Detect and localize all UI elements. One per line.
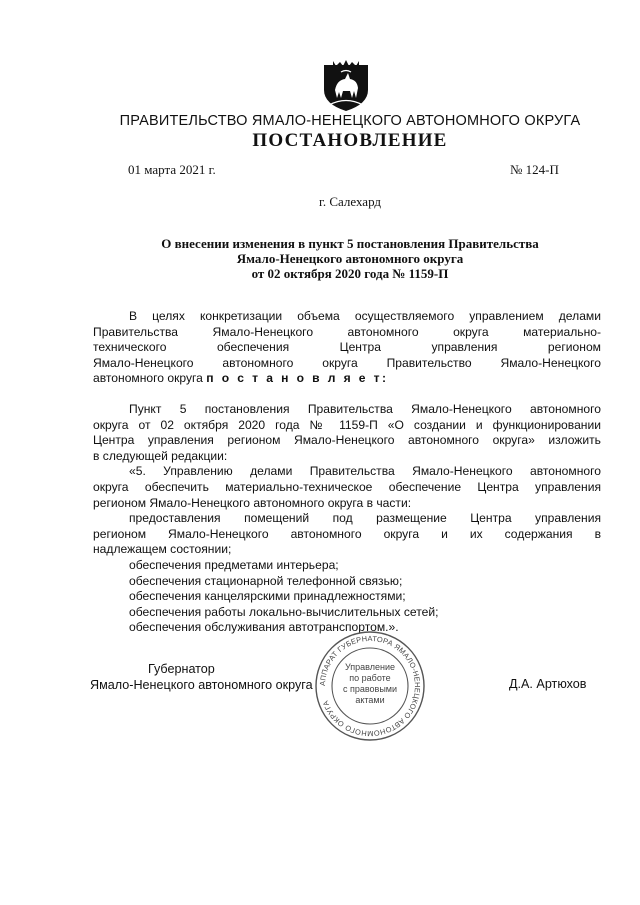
stamp-line: Управление <box>344 662 396 672</box>
title-line: Ямало-Ненецкого автономного округа <box>236 251 464 266</box>
text-fragment: автономного округа <box>93 371 207 386</box>
official-stamp <box>314 630 426 742</box>
stamp-line: с правовыми <box>342 684 398 694</box>
stamp-line: по работе <box>349 673 391 683</box>
text-line: регионом Ямало-Ненецкого автономного округа и их содержания в <box>93 526 601 541</box>
resolution-paragraph <box>93 402 601 636</box>
list-item: обеспечения обслуживания автотранспортом.». <box>129 620 399 635</box>
position-region: Ямало-Ненецкого автономного округа <box>90 678 313 692</box>
text-line: Правительства Ямало-Ненецкого автономного округа материально- <box>93 324 601 339</box>
text-line: регионом Ямало-Ненецкого автономного округа в части: <box>93 495 412 510</box>
document-type: ПОСТАНОВЛЕНИЕ <box>252 130 448 151</box>
list-item: обеспечения канцелярскими принадлежностями; <box>129 589 406 604</box>
preamble-paragraph <box>93 309 601 387</box>
text-line: В целях конкретизации объема осуществляемого управлением делами <box>129 309 601 323</box>
text-line: округа обеспечить материально-техническое обеспечение Центра управления <box>93 479 601 494</box>
signatory-name: Д.А. Артюхов <box>509 677 587 691</box>
document-city: г. Салехард <box>318 194 382 209</box>
text-line <box>93 371 601 387</box>
signatory-position <box>90 661 313 693</box>
text-line: технического обеспечения Центра управления регионом <box>93 340 601 355</box>
coat-of-arms-emblem <box>321 60 371 112</box>
document-number: № 124-П <box>510 162 559 177</box>
list-item: обеспечения работы локально-вычислительных сетей; <box>129 604 439 619</box>
text-line: «5. Управлению делами Правительства Ямало-Ненецкого автономного <box>129 464 601 479</box>
resolves-word: п о с т а н о в л я е т: <box>206 371 389 386</box>
text-line: предоставления помещений под размещение Центра управления <box>129 511 601 526</box>
list-item: обеспечения стационарной телефонной связью; <box>129 573 403 588</box>
stamp-ring-text: АППАРАТ ГУБЕРНАТОРА ЯМАЛО-НЕНЕЦКОГО АВТОНОМНОГО ОКРУГА <box>317 633 423 739</box>
text-line: Пункт 5 постановления Правительства Ямало-Ненецкого автономного <box>129 402 601 416</box>
document-title <box>60 236 640 281</box>
position-title: Губернатор <box>148 662 215 676</box>
title-line: от 02 октября 2020 года № 1159-П <box>251 266 449 281</box>
text-line: Ямало-Ненецкого автономного округа Правительство Ямало-Ненецкого <box>93 355 601 370</box>
text-line: в следующей редакции: <box>93 448 228 463</box>
text-line: надлежащем состоянии; <box>93 542 232 557</box>
government-name: ПРАВИТЕЛЬСТВО ЯМАЛО-НЕНЕЦКОГО АВТОНОМНОГО ОКРУГА <box>119 113 581 129</box>
document-date: 01 марта 2021 г. <box>128 162 216 177</box>
text-line: округа от 02 октября 2020 года № 1159-П «О создании и функционировании <box>93 417 601 432</box>
text-line: Центра управления регионом Ямало-Ненецкого автономного округа» изложить <box>93 433 601 448</box>
stamp-line: актами <box>355 695 385 705</box>
title-line: О внесении изменения в пункт 5 постановления Правительства <box>161 236 539 251</box>
list-item: обеспечения предметами интерьера; <box>129 557 339 572</box>
